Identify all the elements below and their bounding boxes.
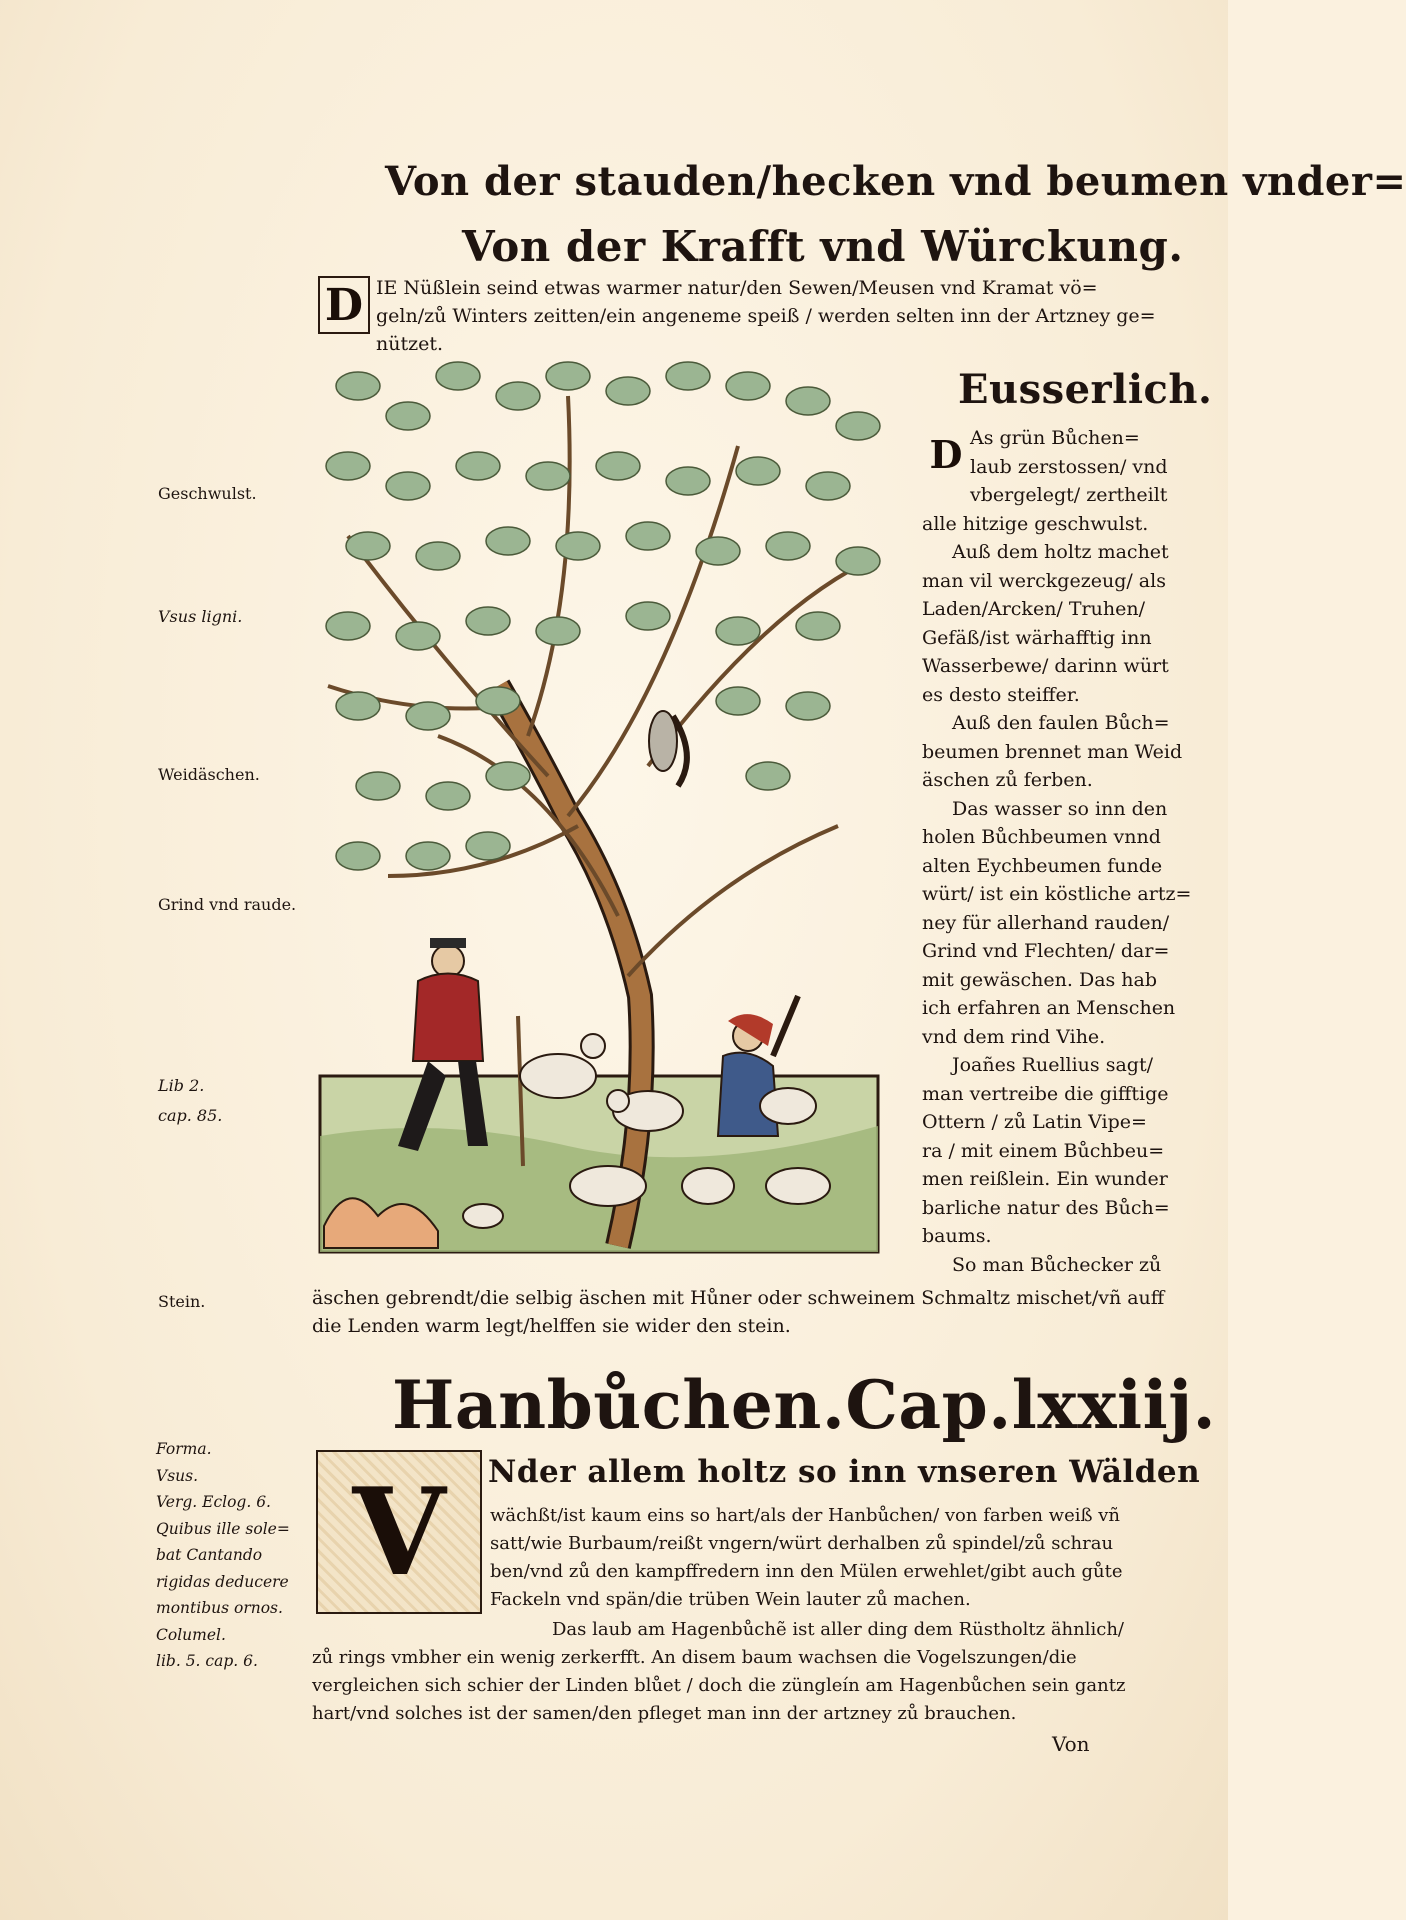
margin-note: bat Cantando: [156, 1546, 263, 1564]
chapter-line: vergleichen sich schier der Linden blůet / doch die züngleín am Hagenbůchen sein gantz: [312, 1675, 1126, 1696]
margin-note: Vsus.: [156, 1466, 199, 1485]
margin-note: Geschwulst.: [158, 484, 257, 503]
col-line: So man Bůchecker zů: [952, 1253, 1162, 1276]
intro-line: IE Nüßlein seind etwas warmer natur/den Sewen/Meusen vnd Kramat vö=: [376, 277, 1098, 299]
woodcut-illustration: [318, 356, 896, 1256]
margin-note: Stein.: [158, 1292, 206, 1311]
col-line: alle hitzige geschwulst.: [922, 512, 1149, 535]
running-head: Von der stauden/hecken vnd beumen vnder=: [385, 158, 1406, 205]
col-line: Das wasser so inn den: [952, 797, 1168, 820]
col-line: es desto steiffer.: [922, 683, 1080, 706]
col-line: äschen zů ferben.: [922, 769, 1093, 791]
margin-note: Quibus ille sole=: [156, 1519, 290, 1538]
catchword: Von: [1052, 1732, 1090, 1756]
eusserlich-initial-letter: D: [929, 431, 963, 477]
margin-note: Verg. Eclog. 6.: [156, 1493, 271, 1511]
margin-note: lib. 5. cap. 6.: [156, 1652, 258, 1670]
col-line: Grind vnd Flechten/ dar=: [922, 940, 1170, 962]
chapter-line: zů rings vmbher ein wenig zerkerfft. An disem baum wachsen die Vogelszungen/die: [312, 1647, 1077, 1668]
margin-note: rigidas deducere: [156, 1572, 289, 1591]
section-title: Von der Krafft vnd Würckung.: [462, 222, 1184, 271]
col-line: Auß den faulen Bůch=: [952, 712, 1170, 734]
chapter-paragraph-1: [490, 1502, 1123, 1614]
col-line: laub zerstossen/ vnd: [970, 455, 1168, 478]
continuation-paragraph: [312, 1284, 1164, 1340]
col-line: holen Bůchbeumen vnnd: [922, 826, 1161, 848]
margin-note: montibus ornos.: [156, 1599, 283, 1617]
eusserlich-text: [922, 424, 1191, 1279]
chapter-decorated-initial: [316, 1450, 482, 1614]
chapter-margin-notes: [156, 1436, 290, 1675]
col-line: men reißlein. Ein wunder: [922, 1168, 1168, 1190]
col-line: Auß dem holtz machet: [952, 541, 1169, 563]
chapter-paragraph-2: [312, 1616, 1125, 1728]
col-line: barliche natur des Bůch=: [922, 1196, 1170, 1219]
intro-initial: [318, 276, 370, 334]
chapter-line: hart/vnd solches ist der samen/den pfleget man inn der artzney zů brauchen.: [312, 1703, 1017, 1724]
col-line: baums.: [922, 1225, 992, 1247]
col-line: ra / mit einem Bůchbeu=: [922, 1139, 1165, 1162]
chapter-line: Fackeln vnd spän/die trüben Wein lauter zů machen.: [490, 1589, 971, 1610]
col-line: Ottern / zů Latin Vipe=: [922, 1111, 1147, 1133]
intro-initial-letter: D: [324, 279, 364, 331]
margin-note: Lib 2.: [158, 1076, 205, 1095]
chapter-title: Hanbůchen.Cap.lxxiij.: [392, 1366, 1217, 1444]
col-line: vnd dem rind Vihe.: [922, 1025, 1106, 1048]
chapter-line: ben/vnd zů den kampffredern inn den Mülen erwehlet/gibt auch gůte: [490, 1561, 1123, 1582]
margin-note: Vsus ligni.: [158, 607, 243, 626]
margin-note: cap. 85.: [158, 1106, 223, 1125]
col-line: würt/ ist ein köstliche artz=: [922, 883, 1192, 905]
margin-note: Forma.: [156, 1440, 212, 1458]
chapter-line: satt/wie Burbaum/reißt vngern/würt derhalben zů spindel/zů schrau: [490, 1533, 1114, 1554]
col-line: alten Eychbeumen funde: [922, 854, 1163, 877]
col-line: Laden/Arcken/ Truhen/: [922, 598, 1145, 620]
col-line: ney für allerhand rauden/: [922, 911, 1170, 934]
col-line: man vil werckgezeug/ als: [922, 569, 1166, 592]
intro-line: geln/zů Winters zeitten/ein angeneme speiß / werden selten inn der Artzney ge=: [376, 305, 1156, 327]
col-line: Joañes Ruellius sagt/: [952, 1054, 1153, 1076]
col-line: vbergelegt/ zertheilt: [970, 484, 1168, 506]
margin-note: Columel.: [156, 1625, 226, 1644]
chapter-line: Das laub am Hagenbůchẽ ist aller ding dem Rüstholtz ähnlich/: [552, 1619, 1124, 1640]
intro-paragraph: [376, 274, 1156, 330]
continuation-line: die Lenden warm legt/helffen sie wider den stein.: [312, 1315, 791, 1337]
chapter-initial-letter: V: [352, 1461, 446, 1603]
col-line: mit gewäschen. Das hab: [922, 968, 1158, 991]
col-line: beumen brennet man Weid: [922, 740, 1183, 763]
col-line: Gefäß/ist wärhafftig inn: [922, 626, 1152, 649]
col-line: As grün Bůchen=: [970, 427, 1140, 449]
col-line: ich erfahren an Menschen: [922, 997, 1176, 1019]
chapter-line: wächßt/ist kaum eins so hart/als der Hanbůchen/ von farben weiß vñ: [490, 1505, 1121, 1526]
margin-note: Weidäschen.: [158, 765, 260, 784]
col-line: Wasserbewe/ darinn würt: [922, 655, 1169, 677]
chapter-first-line: Nder allem holtz so inn vnseren Wälden: [488, 1454, 1201, 1490]
eusserlich-heading: Eusserlich.: [958, 366, 1213, 413]
continuation-line: äschen gebrendt/die selbig äschen mit Hůner oder schweinem Schmaltz mischet/vñ auff: [312, 1287, 1165, 1309]
margin-note: Grind vnd raude.: [158, 895, 297, 914]
col-line: man vertreibe die gifftige: [922, 1082, 1169, 1105]
intro-line: nützet.: [376, 333, 444, 355]
